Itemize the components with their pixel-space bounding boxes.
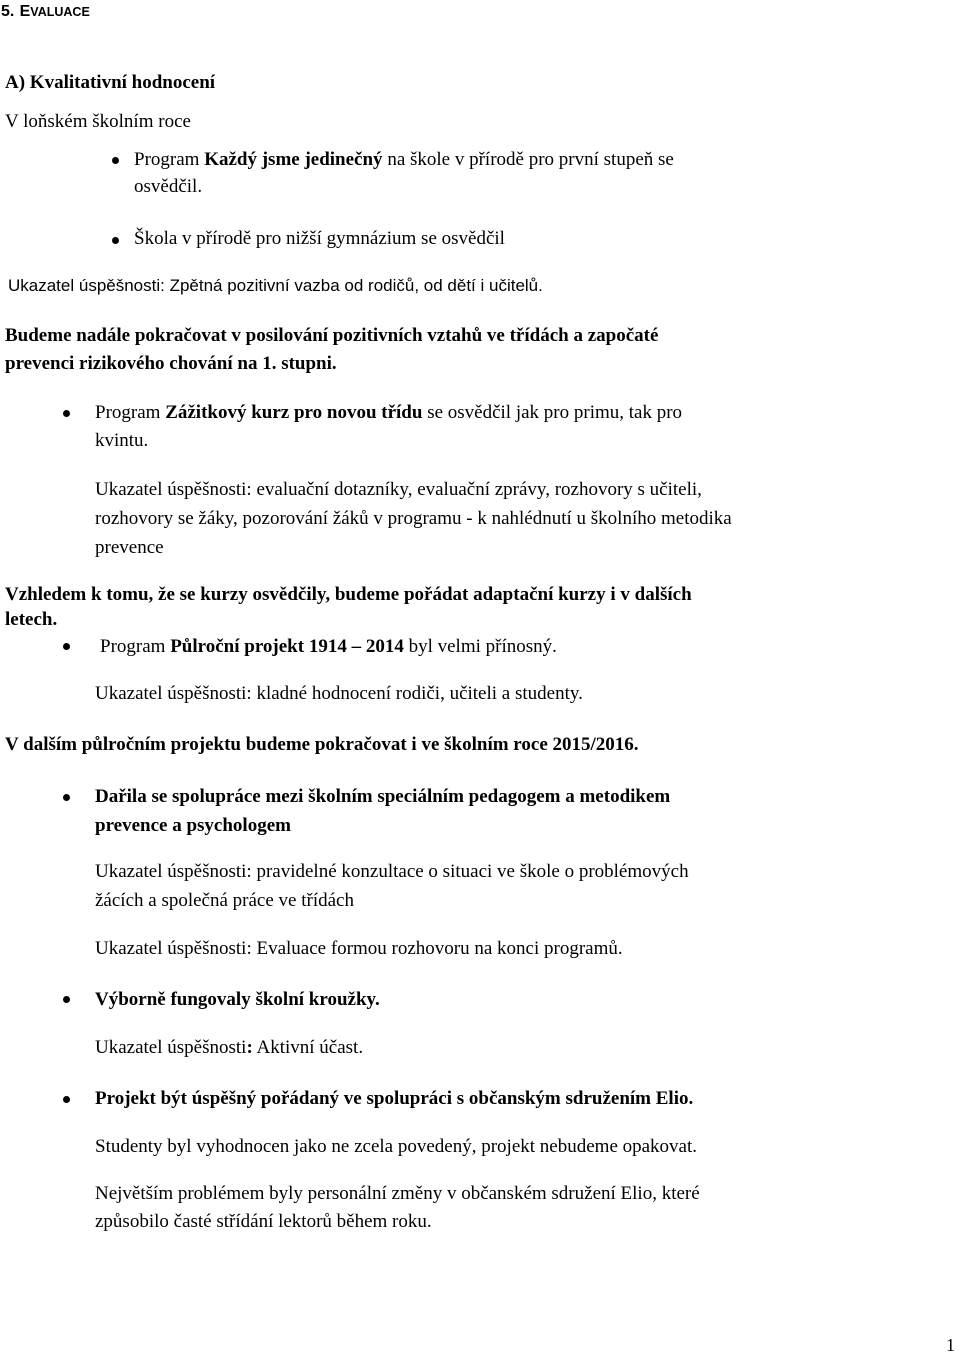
success-indicator: Ukazatel úspěšnosti: pravidelné konzultace o situaci ve škole o problémových: [95, 861, 689, 882]
indicator-text: : Evaluace formou rozhovoru na konci programů.: [246, 938, 623, 959]
note-line: Největším problémem byly personální změny v občanském sdružení Elio, které: [95, 1183, 700, 1204]
item-prefix: Program: [100, 636, 171, 657]
success-indicator: rozhovory se žáky, pozorování žáků v programu - k nahlédnutí u školního metodika: [95, 508, 732, 529]
list-item-program-kazdy: [134, 149, 674, 171]
item-suffix: se osvědčil jak pro primu, tak pro: [422, 402, 683, 423]
list-item-zazitkovy-kurz: [95, 402, 682, 424]
item-prefix: Program: [95, 402, 166, 423]
bullet-icon: [63, 410, 70, 417]
success-indicator: Ukazatel úspěšnosti: evaluační dotazníky, evaluační zprávy, rozhovory s učiteli,: [95, 479, 702, 500]
section-title: A) Kvalitativní hodnocení: [5, 72, 216, 93]
statement-line: Budeme nadále pokračovat v posilování pozitivních vztahů ve třídách a započaté: [5, 325, 659, 346]
item-suffix: byl velmi přínosný.: [403, 636, 557, 657]
success-indicator: Ukazatel úspěšnosti: Zpětná pozitivní vazba od rodičů, od dětí i učitelů.: [8, 276, 543, 295]
chapter-number: 5.: [1, 3, 15, 20]
bullet-icon: [112, 157, 119, 164]
bullet-icon: [112, 237, 119, 244]
indicator-label: Ukazatel úspěšnosti: [95, 938, 247, 959]
item-program-name: Půlroční projekt 1914 – 2014: [170, 636, 404, 657]
bullet-icon: [63, 643, 70, 650]
list-item-krouzky: Výborně fungovaly školní kroužky.: [95, 989, 380, 1010]
section-intro: V loňském školním roce: [5, 111, 191, 132]
list-item-projekt-elio: Projekt být úspěšný pořádaný ve spolupráci s občanským sdružením Elio.: [95, 1088, 694, 1109]
note-line: Studenty byl vyhodnocen jako ne zcela povedený, projekt nebudeme opakovat.: [95, 1136, 698, 1157]
statement-line: prevenci rizikového chování na 1. stupni.: [5, 353, 337, 374]
success-indicator: prevence: [95, 537, 164, 558]
list-item-continuation: kvintu.: [95, 430, 149, 451]
item-prefix: Program: [134, 149, 205, 170]
indicator-colon: :: [246, 1037, 253, 1058]
note-line: způsobilo časté střídání lektorů během roku.: [95, 1211, 432, 1232]
indicator-label: Ukazatel úspěšnosti: [95, 1037, 247, 1058]
item-program-name: Zážitkový kurz pro novou třídu: [165, 402, 423, 423]
list-item-pulrocni-projekt: [100, 636, 557, 658]
statement-line: V dalším půlročním projektu budeme pokračovat i ve školním roce 2015/2016.: [5, 734, 639, 755]
statement-line: Vzhledem k tomu, že se kurzy osvědčily, budeme pořádat adaptační kurzy i v dalších: [5, 584, 692, 605]
statement-line: letech.: [5, 609, 58, 630]
list-item-spoluprace: Dařila se spolupráce mezi školním speciálním pedagogem a metodikem: [95, 786, 671, 807]
bullet-icon: [63, 1096, 70, 1103]
item-program-name: Každý jsme jedinečný: [204, 149, 383, 170]
indicator-text: Aktivní účast.: [252, 1037, 364, 1058]
success-indicator: [95, 938, 623, 960]
bullet-icon: [63, 996, 70, 1003]
list-item-continuation: prevence a psychologem: [95, 815, 291, 836]
success-indicator: Ukazatel úspěšnosti: kladné hodnocení rodiči, učiteli a studenty.: [95, 683, 583, 704]
chapter-heading: [1, 0, 90, 22]
list-item-continuation: osvědčil.: [134, 176, 203, 197]
success-indicator: žácích a společná práce ve třídách: [95, 890, 354, 911]
page-number: 1: [946, 1335, 955, 1355]
chapter-title-rest: VALUACE: [30, 5, 90, 19]
item-suffix: na škole v přírodě pro první stupeň se: [382, 149, 674, 170]
list-item-skola-v-prirode: Škola v přírodě pro nižší gymnázium se osvědčil: [134, 228, 505, 249]
bullet-icon: [63, 794, 70, 801]
chapter-title-initial: E: [19, 3, 31, 20]
success-indicator: [95, 1037, 363, 1059]
